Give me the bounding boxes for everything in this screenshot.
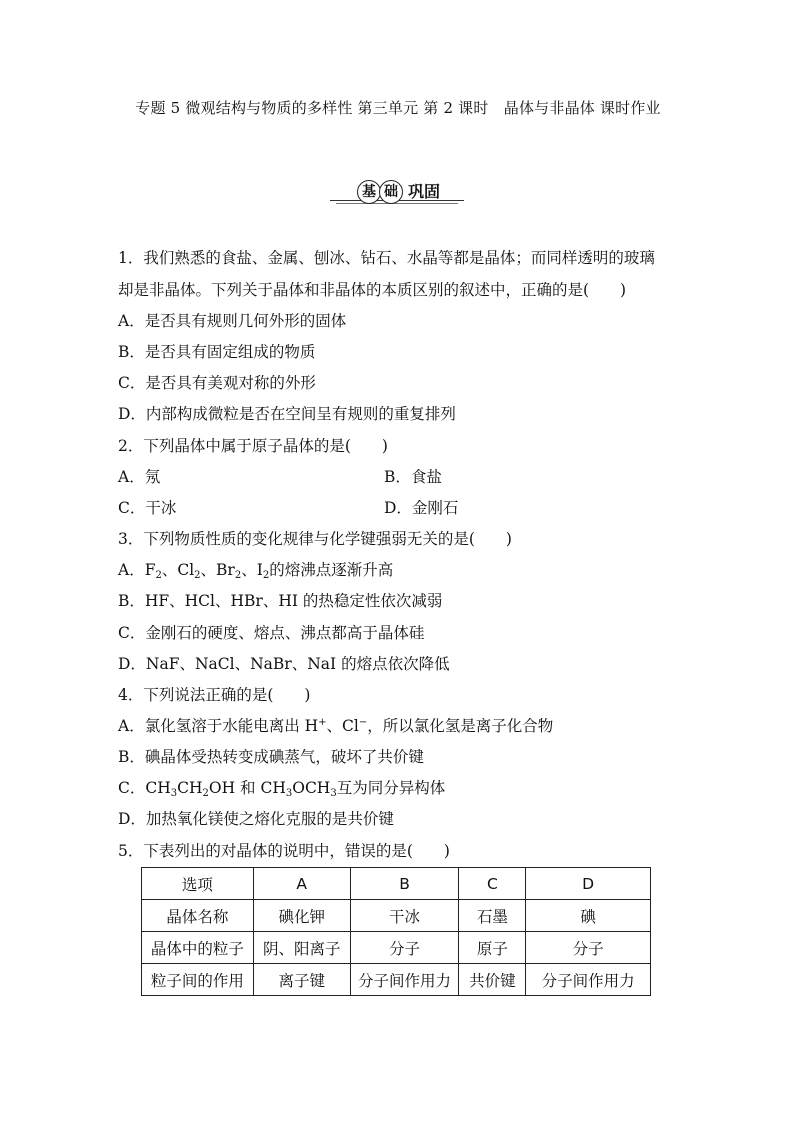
table-cell: 干冰 bbox=[350, 900, 459, 932]
q3-stem: 3．下列物质性质的变化规律与化学键强弱无关的是( ) bbox=[118, 530, 512, 548]
q2-stem: 2．下列晶体中属于原子晶体的是( ) bbox=[118, 437, 388, 455]
table-row bbox=[142, 932, 651, 964]
q1-option-a: A．是否具有规则几何外形的固体 bbox=[118, 312, 347, 330]
q4-option-a: A．氯化氢溶于水能电离出 H+、Cl−，所以氯化氢是离子化合物 bbox=[118, 717, 554, 735]
table-cell: 选项 bbox=[142, 868, 254, 900]
table-cell: 粒子间的作用 bbox=[142, 964, 254, 996]
table-cell: C bbox=[459, 868, 526, 900]
section-badge bbox=[330, 180, 464, 204]
q3-option-d: D．NaF、NaCl、NaBr、NaI 的熔点依次降低 bbox=[118, 655, 450, 673]
table-cell: 阴、阳离子 bbox=[253, 932, 350, 964]
q2-option-d: D．金刚石 bbox=[384, 499, 459, 517]
table-cell: 分子 bbox=[526, 932, 651, 964]
table-cell: 共价键 bbox=[459, 964, 526, 996]
table-cell: 晶体名称 bbox=[142, 900, 254, 932]
table-cell: 碘 bbox=[526, 900, 651, 932]
q2-option-c: C．干冰 bbox=[118, 499, 177, 517]
table-cell: 晶体中的粒子 bbox=[142, 932, 254, 964]
q4-option-c: C．$CH_3CH_2OH$ 和 $CH_3OCH_3$互为同分异构体 bbox=[118, 779, 446, 799]
table-cell: 离子键 bbox=[253, 964, 350, 996]
q1-option-d: D．内部构成微粒是否在空间呈有规则的重复排列 bbox=[118, 405, 456, 423]
q3-option-b: B．HF、HCl、HBr、HI 的热稳定性依次减弱 bbox=[118, 592, 443, 610]
badge-char-2: 础 bbox=[379, 180, 403, 204]
q4-option-d: D．加热氧化镁使之熔化克服的是共价键 bbox=[118, 810, 394, 828]
q4-stem: 4．下列说法正确的是( ) bbox=[118, 686, 311, 704]
table-row bbox=[142, 900, 651, 932]
crystal-table bbox=[141, 867, 651, 996]
q4-option-b: B．碘晶体受热转变成碘蒸气，破坏了共价键 bbox=[118, 748, 424, 766]
badge-underline-thin bbox=[336, 203, 458, 204]
table-cell: 碘化钾 bbox=[253, 900, 350, 932]
badge-text: 巩固 bbox=[408, 182, 441, 201]
table-cell: 原子 bbox=[459, 932, 526, 964]
q1-stem-line2: 却是非晶体。下列关于晶体和非晶体的本质区别的叙述中，正确的是( ) bbox=[118, 281, 627, 299]
q3-option-a: A．$F_2$、$Cl_2$、$Br_2$、$I_2$的熔沸点逐渐升高 bbox=[118, 561, 394, 581]
q2-option-a: A．氖 bbox=[118, 468, 161, 486]
q5-stem: 5．下表列出的对晶体的说明中，错误的是( ) bbox=[118, 842, 450, 860]
q2-option-b: B．食盐 bbox=[384, 468, 442, 486]
table-cell: 分子 bbox=[350, 932, 459, 964]
table-cell: B bbox=[350, 868, 459, 900]
table-cell: D bbox=[526, 868, 651, 900]
q1-stem-line1: 1．我们熟悉的食盐、金属、刨冰、钻石、水晶等都是晶体；而同样透明的玻璃 bbox=[118, 249, 655, 267]
page-title: 专题 5 微观结构与物质的多样性 第三单元 第 2 课时 晶体与非晶体 课时作业 bbox=[135, 99, 661, 117]
table-cell: 石墨 bbox=[459, 900, 526, 932]
q1-option-c: C．是否具有美观对称的外形 bbox=[118, 374, 316, 392]
badge-char-1: 基 bbox=[357, 180, 381, 204]
table-cell: 分子间作用力 bbox=[526, 964, 651, 996]
q3-option-c: C．金刚石的硬度、熔点、沸点都高于晶体硅 bbox=[118, 624, 425, 642]
table-cell: A bbox=[253, 868, 350, 900]
table-row bbox=[142, 868, 651, 900]
table-cell: 分子间作用力 bbox=[350, 964, 459, 996]
table-row bbox=[142, 964, 651, 996]
q1-option-b: B．是否具有固定组成的物质 bbox=[118, 343, 316, 361]
